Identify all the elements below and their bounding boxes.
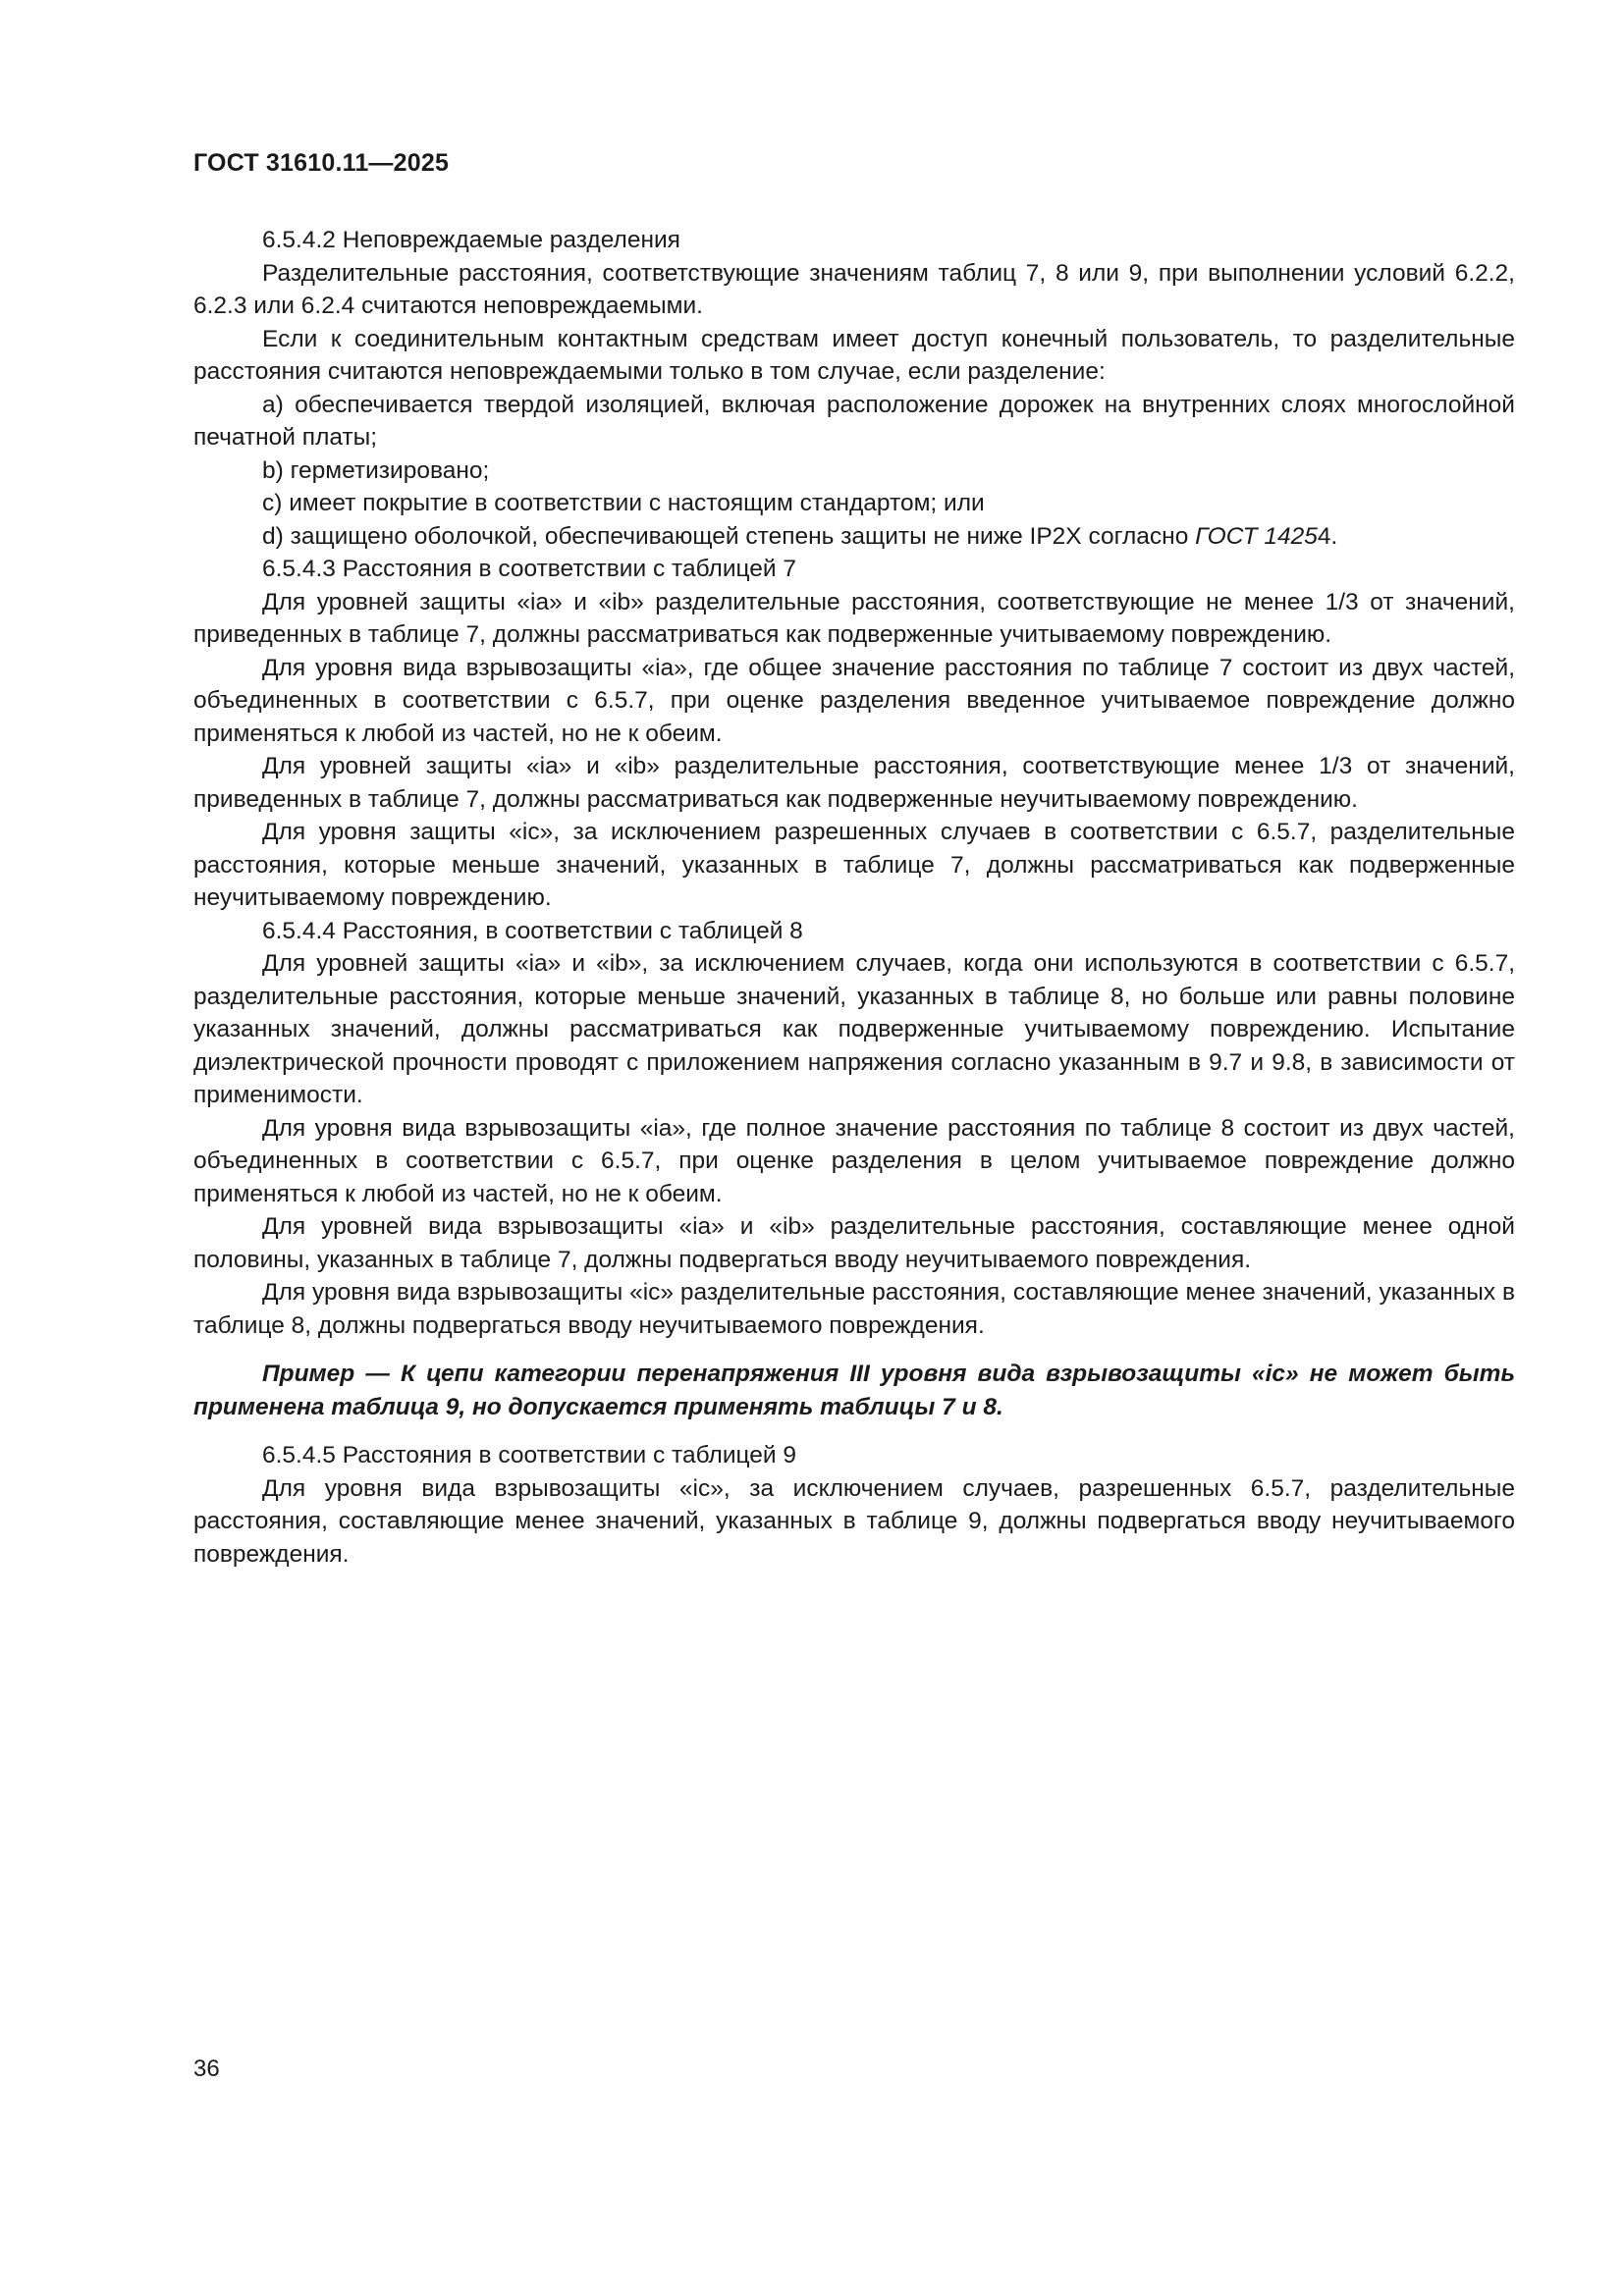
paragraph: Если к соединительным контактным средствам имеет доступ конечный пользователь, то разделительные расстояния считаются неповреждаемыми только в том случае, если разделение:: [193, 325, 1515, 385]
paragraph: Для уровня вида взрывозащиты «ia», где полное значение расстояния по таблице 8 состоит из двух частей, объединенных в соответствии с 6.5.7, при оценке разделения в целом учитываемое повреждение должно применяться к любой из частей, но не к обеим.: [193, 1114, 1515, 1207]
document-header: ГОСТ 31610.11—2025: [193, 149, 450, 177]
paragraph: Для уровней защиты «ia» и «ib», за исключением случаев, когда они используются в соответствии с 6.5.7, разделительные расстояния, которые меньше значений, указанных в таблице 8, но больше или равны половине указанных значений, должны рассматриваться как подверженные учитываемому повреждению. Испытание диэлектрической прочности проводят с приложением напряжения согласно указанным в 9.7 и 9.8, в зависимости от применимости.: [193, 950, 1515, 1108]
list-item-d-suffix: 4.: [1317, 522, 1338, 550]
section-heading-6-5-4-2: 6.5.4.2 Неповреждаемые разделения: [262, 227, 680, 253]
example-note: Пример — К цепи категории перенапряжения III уровня вида взрывозащиты «ic» не может быть применена таблица 9, но допускается применять таблицы 7 и 8.: [193, 1361, 1515, 1420]
list-item-d-text: d) защищено оболочкой, обеспечивающей степень защиты не ниже IP2X согласно: [262, 522, 1196, 550]
list-item-b: b) герметизировано;: [262, 456, 490, 484]
list-item-a: а) обеспечивается твердой изоляцией, включая расположение дорожек на внутренних слоях многослойной печатной платы;: [193, 391, 1515, 451]
paragraph: Для уровней вида взрывозащиты «ia» и «ib» разделительные расстояния, составляющие менее одной половины, указанных в таблице 7, должны подвергаться вводу неучитываемого повреждения.: [193, 1213, 1515, 1273]
page-number: 36: [193, 2056, 220, 2082]
paragraph: Разделительные расстояния, соответствующие значениям таблиц 7, 8 или 9, при выполнении условий 6.2.2, 6.2.3 или 6.2.4 считаются неповреждаемыми.: [193, 259, 1515, 319]
list-item-c: c) имеет покрытие в соответствии с настоящим стандартом; или: [262, 490, 985, 516]
section-heading-6-5-4-4: 6.5.4.4 Расстояния, в соответствии с таблицей 8: [262, 917, 803, 944]
standard-reference: ГОСТ 1425: [1195, 522, 1318, 550]
paragraph: Для уровней защиты «ia» и «ib» разделительные расстояния, соответствующие менее 1/3 от значений, приведенных в таблице 7, должны рассматриваться как подверженные неучитываемому повреждению.: [193, 753, 1515, 813]
section-heading-6-5-4-3: 6.5.4.3 Расстояния в соответствии с таблицей 7: [262, 556, 797, 582]
document-body: [193, 224, 1515, 1571]
list-item-d: [193, 520, 1515, 554]
paragraph: Для уровней защиты «ia» и «ib» разделительные расстояния, соответствующие не менее 1/3 от значений, приведенных в таблице 7, должны рассматриваться как подверженные учитываемому повреждению.: [193, 588, 1515, 648]
section-heading-6-5-4-5: 6.5.4.5 Расстояния в соответствии с таблицей 9: [262, 1442, 797, 1468]
paragraph: Для уровня вида взрывозащиты «ic», за исключением случаев, разрешенных 6.5.7, разделительные расстояния, составляющие менее значений, указанных в таблице 9, должны подвергаться вводу неучитываемого повреждения.: [193, 1474, 1515, 1568]
paragraph: Для уровня вида взрывозащиты «ic» разделительные расстояния, составляющие менее значений, указанных в таблице 8, должны подвергаться вводу неучитываемого повреждения.: [193, 1279, 1515, 1339]
paragraph: Для уровня вида взрывозащиты «ia», где общее значение расстояния по таблице 7 состоит из двух частей, объединенных в соответствии с 6.5.7, при оценке разделения введенное учитываемое повреждение должно применяться к любой из частей, но не к обеим.: [193, 654, 1515, 747]
paragraph: Для уровня защиты «ic», за исключением разрешенных случаев в соответствии с 6.5.7, разделительные расстояния, которые меньше значений, указанных в таблице 7, должны рассматриваться как подверженные неучитываемому повреждению.: [193, 819, 1515, 911]
